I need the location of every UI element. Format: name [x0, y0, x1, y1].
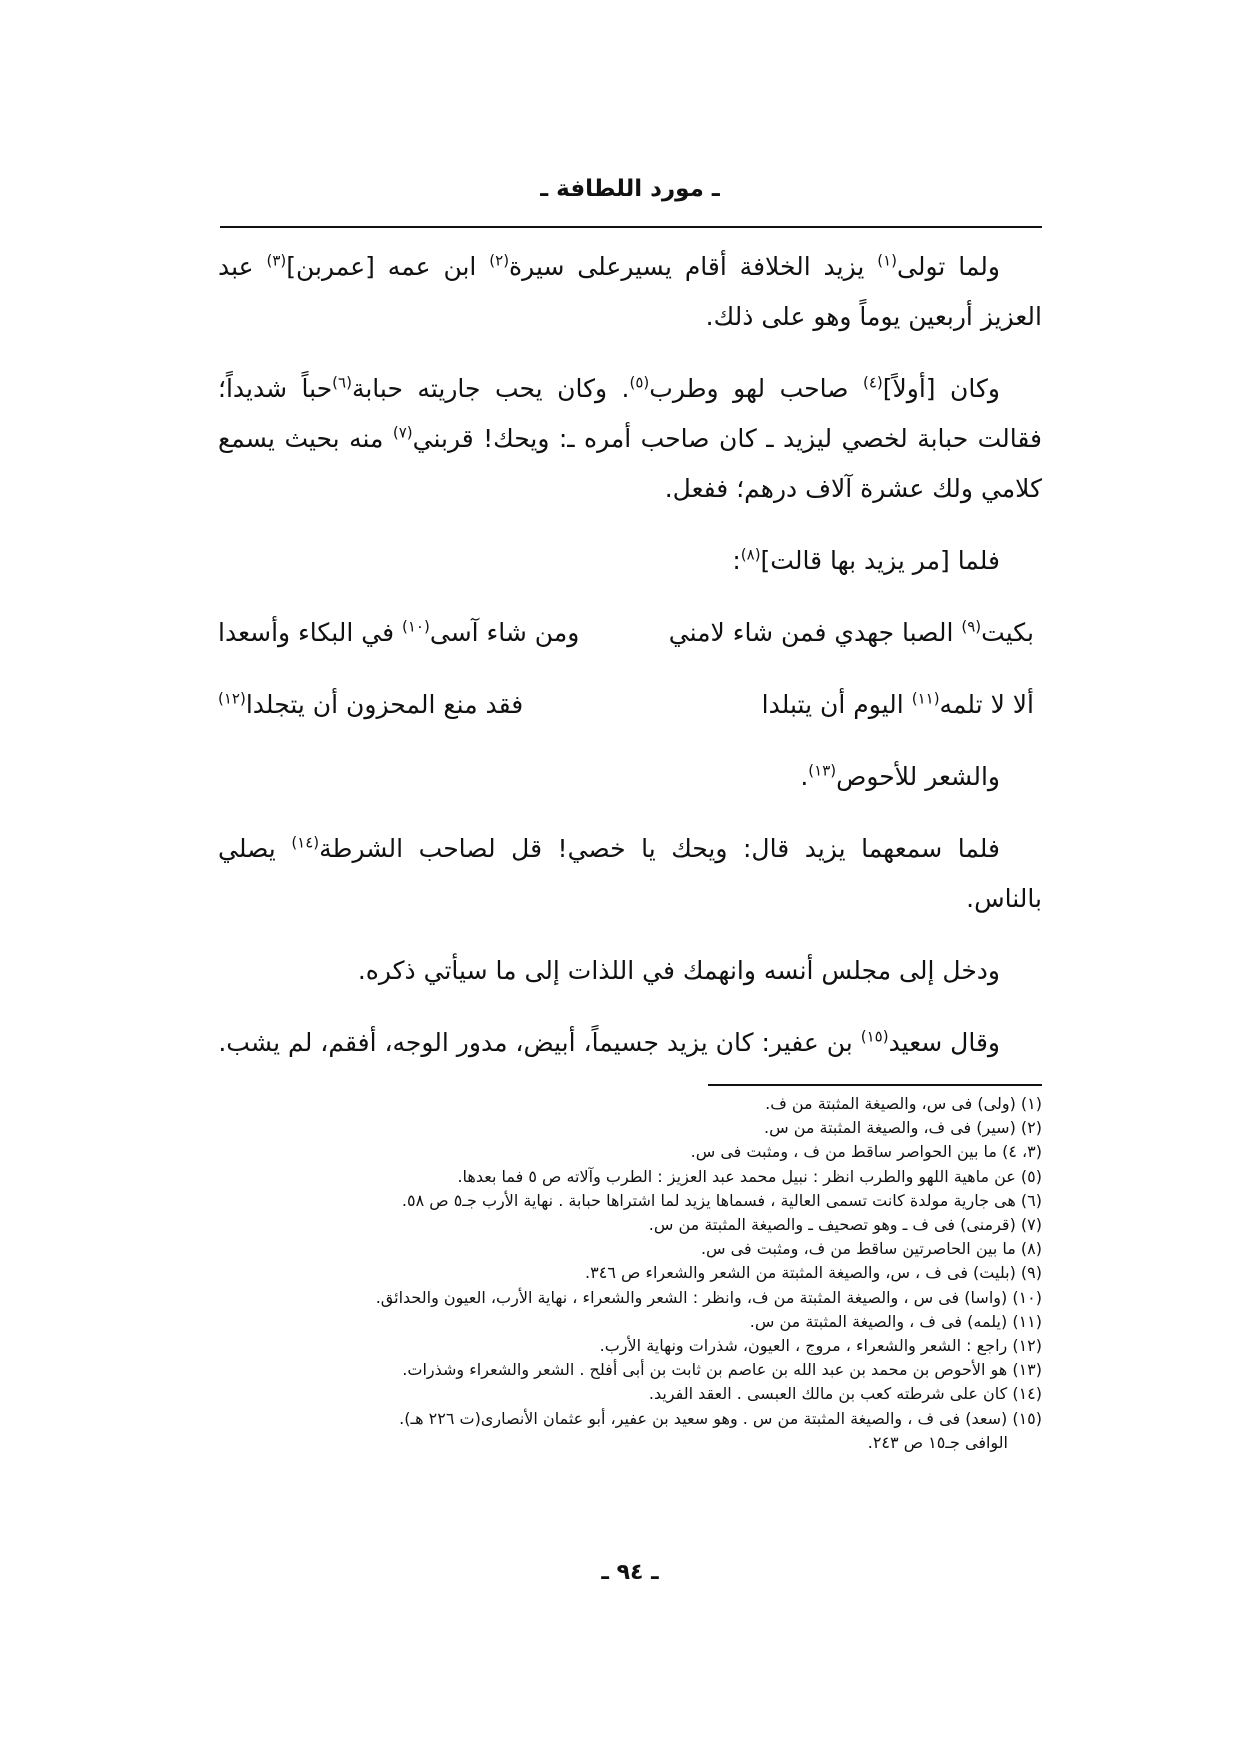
- verse-1-first-hemistich: بكيت$^{(٩)}$ الصبا جهدي فمن شاء لامني: [668, 617, 1034, 647]
- verse-2-second-hemistich: فقد منع المحزون أن يتجلدا$^{(١٢)}$: [218, 689, 524, 719]
- paragraph-5: فلما سمعهما يزيد قال: ويحك يا خصي! قل لصاحب الشرطة$^{(١٤)}$ يصلي بالناس.: [218, 833, 1042, 913]
- footnote-ref: (٩): [961, 617, 982, 636]
- footnote-ref: (١٢): [218, 689, 246, 708]
- footnote-11: (١١) (يلمه) فى ف ، والصيغة المثبتة من س.: [749, 1311, 1042, 1331]
- paragraph-1: ولما تولى$^{(١)}$ يزيد الخلافة أقام يسيرعلى سيرة$^{(٢)}$ ابن عمه [عمربن]$^{(٣)}$ عبد العزيز أربعين يوماً وهو على ذلك.: [218, 251, 1042, 331]
- footnote-ref: (١٣): [808, 761, 837, 780]
- footnote-7: (٧) (قرمنى) فى ف ـ وهو تصحيف ـ والصيغة المثبتة من س.: [648, 1215, 1042, 1235]
- paragraph-6: ودخل إلى مجلس أنسه وانهمك في اللذات إلى ما سيأتي ذكره.: [357, 956, 1000, 985]
- footnote-9: (٩) (بليت) فى ف ، س، والصيغة المثبتة من الشعر والشعراء ص ٣٤٦.: [585, 1263, 1042, 1283]
- footnote-2: (٢) (سير) فى ف، والصيغة المثبتة من س.: [763, 1118, 1042, 1138]
- paragraph-7: وقال سعيد$^{(١٥)}$ بن عفير: كان يزيد جسيماً، أبيض، مدور الوجه، أفقم، لم يشب.: [218, 1027, 1000, 1057]
- footnote-5: (٥) عن ماهية اللهو والطرب انظر : نبيل محمد عبد العزيز : الطرب وآلاته ص ٥ فما بعدها.: [457, 1166, 1042, 1186]
- footnote-ref: (٤): [862, 373, 883, 392]
- footnote-ref: (٥): [629, 373, 650, 392]
- main-text: [218, 242, 1042, 1090]
- footnote-12: (١٢) راجع : الشعر والشعراء ، مروج ، العيون، شذرات ونهاية الأرب.: [599, 1336, 1042, 1356]
- footnote-14: (١٤) كان على شرطته كعب بن مالك العبسى . العقد الفريد.: [648, 1384, 1042, 1404]
- footnote-ref: (٨): [740, 545, 761, 564]
- footnotes: [218, 1092, 1042, 1455]
- verse-line-2: [218, 680, 1042, 730]
- paragraph-3: فلما [مر يزيد بها قالت]$^{(٨)}$:: [732, 545, 1000, 575]
- footnote-rule: [708, 1084, 1042, 1086]
- footnote-ref: (١٤): [291, 833, 320, 852]
- footnote-15: (١٥) (سعد) فى ف ، والصيغة المثبتة من س . وهو سعيد بن عفير، أبو عثمان الأنصارى(ت ٢٢٦ هـ).: [399, 1408, 1042, 1428]
- header-rule: [220, 226, 1042, 228]
- footnote-8: (٨) ما بين الحاصرتين ساقط من ف، ومثبت فى س.: [700, 1239, 1042, 1259]
- footnote-ref: (٣): [266, 251, 287, 270]
- footnote-ref: (١٥): [860, 1027, 889, 1046]
- footnote-ref: (١١): [911, 689, 940, 708]
- verse-2-first-hemistich: ألا لا تلمه$^{(١١)}$ اليوم أن يتبلدا: [761, 689, 1034, 719]
- footnote-15-continuation: الوافى جـ١٥ ص ٢٤٣.: [867, 1432, 1008, 1452]
- footnote-ref: (١): [877, 251, 898, 270]
- footnote-1: (١) (ولى) فى س، والصيغة المثبتة من ف.: [765, 1094, 1042, 1113]
- footnote-13: (١٣) هو الأحوص بن محمد بن عبد الله بن عاصم بن ثابت بن أبى أفلح . الشعر والشعراء وشذرات.: [402, 1360, 1042, 1380]
- footnote-ref: (١٠): [402, 617, 430, 636]
- paragraph-4: والشعر للأحوص$^{(١٣)}$.: [800, 761, 1000, 791]
- paragraph-2: وكان [أولاً]$^{(٤)}$ صاحب لهو وطرب$^{(٥)}$. وكان يحب جاريته حبابة$^{(٦)}$حباً شديداً؛ فقالت حبابة لخصي ليزيد ـ كان صاحب أمره ـ: ويحك! قربني$^{(٧)}$ منه بحيث يسمع كلامي ولك عشرة آلاف درهم؛ ففعل.: [218, 373, 1042, 503]
- footnote-ref: (٢): [489, 251, 510, 270]
- page-number: ـ ٩٤ ـ: [601, 1560, 659, 1585]
- footnote-10: (١٠) (واسا) فى س ، والصيغة المثبتة من ف، وانظر : الشعر والشعراء ، نهاية الأرب، العيون والحدائق.: [375, 1287, 1042, 1307]
- running-head: ـ مورد اللطافة ـ: [540, 176, 720, 202]
- footnote-ref: (٦): [332, 373, 352, 392]
- verse-1-second-hemistich: ومن شاء آسى$^{(١٠)}$ في البكاء وأسعدا: [218, 617, 580, 647]
- footnote-3-4: (٣، ٤) ما بين الحواصر ساقط من ف ، ومثبت فى س.: [690, 1142, 1042, 1162]
- footnote-ref: (٧): [392, 423, 413, 442]
- verse-line-1: [218, 608, 1042, 658]
- footnote-6: (٦) هى جارية مولدة كانت تسمى العالية ، فسماها يزيد لما اشتراها حبابة . نهاية الأرب جـ٥ ص ٥٨.: [401, 1190, 1042, 1210]
